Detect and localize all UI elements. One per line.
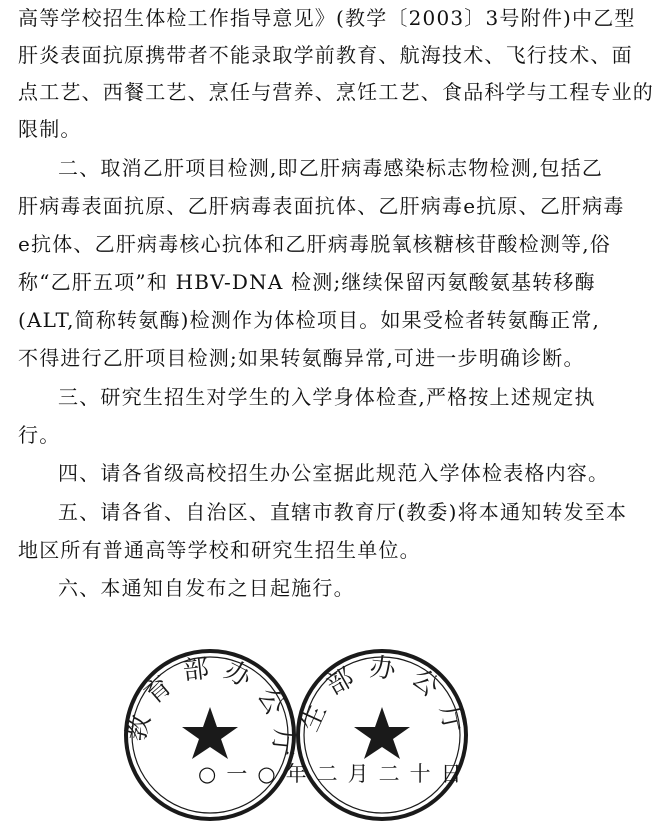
official-seal-right <box>292 645 472 825</box>
paragraph-5-line-1: 五、请各省、自治区、直辖市教育厅(教委)将本通知转发至本 <box>58 500 628 524</box>
paragraph-6-line-1: 六、本通知自发布之日起施行。 <box>58 576 355 600</box>
official-seal-left <box>120 645 300 825</box>
paragraph-2-line-5: (ALT,简称转氨酶)检测作为体检项目。如果受检者转氨酶正常, <box>18 308 601 332</box>
paragraph-3-line-2: 行。 <box>18 423 61 447</box>
paragraph-2-line-2: 肝病毒表面抗原、乙肝病毒表面抗体、乙肝病毒e抗原、乙肝病毒 <box>18 194 625 218</box>
paragraph-1-line-4: 限制。 <box>18 117 82 141</box>
paragraph-5-line-2: 地区所有普通高等学校和研究生招生单位。 <box>18 538 421 562</box>
seal-left-text: 教育部办公厅 <box>121 652 299 769</box>
paragraph-2-line-6: 不得进行乙肝项目检测;如果转氨酶异常,可进一步明确诊断。 <box>18 346 585 370</box>
paragraph-1-line-2: 肝炎表面抗原携带者不能录取学前教育、航海技术、飞行技术、面 <box>18 43 633 67</box>
star-icon <box>354 707 410 759</box>
paragraph-4-line-1: 四、请各省级高校招生办公室据此规范入学体检表格内容。 <box>58 461 610 485</box>
paragraph-2-line-4: 称“乙肝五项”和 HBV-DNA 检测;继续保留丙氨酸氨基转移酶 <box>18 270 596 294</box>
paragraph-3-line-1: 三、研究生招生对学生的入学身体检查,严格按上述规定执 <box>58 385 596 409</box>
document-date: ○一○年二月二十日 <box>198 762 472 786</box>
star-icon <box>182 707 238 759</box>
paragraph-1-line-3: 点工艺、西餐工艺、烹任与营养、烹饪工艺、食品科学与工程专业的 <box>18 80 654 104</box>
seal-right-text: 生部办公厅 <box>294 652 472 749</box>
paragraph-2-line-3: e抗体、乙肝病毒核心抗体和乙肝病毒脱氧核糖核苷酸检测等,俗 <box>18 232 611 256</box>
paragraph-1-line-1: 高等学校招生体检工作指导意见》(教学〔2003〕3号附件)中乙型 <box>18 6 636 30</box>
paragraph-2-line-1: 二、取消乙肝项目检测,即乙肝病毒感染标志物检测,包括乙 <box>58 156 604 180</box>
